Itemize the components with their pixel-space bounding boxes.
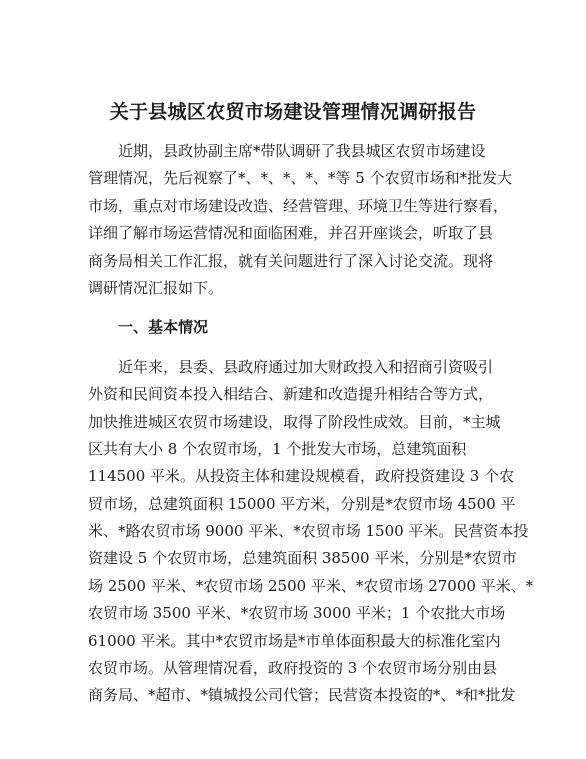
section-line: 农贸市场。从管理情况看，政府投资的 3 个农贸市场分别由县 — [88, 659, 498, 678]
section-line: 外资和民间资本投入相结合、新建和改造提升相结合等方式， — [88, 385, 494, 404]
paragraph-gap — [88, 302, 500, 314]
section-line: 61000 平米。其中*农贸市场是*市单体面积最大的标准化室内 — [88, 631, 501, 650]
section-line: 资建设 5 个农贸市场，总建筑面积 38500 平米，分别是*农贸市 — [88, 549, 517, 568]
section-line: 商务局、*超市、*镇城投公司代管；民营资本投资的*、*和*批发 — [88, 686, 516, 705]
section-line: 近年来，县委、县政府通过加大财政投入和招商引资吸引 — [118, 357, 494, 376]
section-line: 114500 平米。从投资主体和建设规模看，政府投资建设 3 个农 — [88, 467, 515, 486]
intro-line: 市场，重点对市场建设改造、经营管理、环境卫生等进行察看， — [88, 196, 509, 215]
section-heading: 一、基本情况 — [118, 318, 209, 337]
intro-line: 商务局相关工作汇报，就有关问题进行了深入讨论交流。现将 — [88, 251, 494, 270]
document-title: 关于县城区农贸市场建设管理情况调研报告 — [109, 101, 477, 123]
intro-line: 近期，县政协副主席*带队调研了我县城区农贸市场建设 — [118, 142, 486, 160]
intro-line: 详细了解市场运营情况和面临困难，并召开座谈会，听取了县 — [88, 224, 494, 243]
paragraph-gap — [88, 342, 500, 354]
intro-line: 调研情况汇报如下。 — [88, 278, 224, 297]
document-body — [88, 138, 534, 710]
section-line: 区共有大小 8 个农贸市场，1 个批发大市场，总建筑面积 — [88, 439, 467, 458]
section-line: 贸市场，总建筑面积 15000 平方米，分别是*农贸市场 4500 平 — [88, 494, 516, 513]
section-line: 加快推进城区农贸市场建设，取得了阶段性成效。目前，*主城 — [88, 412, 501, 431]
section-line: 场 2500 平米、*农贸市场 2500 平米、*农贸市场 27000 平米、* — [88, 576, 534, 595]
section-line: 米、*路农贸市场 9000 平米、*农贸市场 1500 平米。民营资本投 — [88, 522, 529, 541]
intro-line: 管理情况，先后视察了*、*、*、*、*等 5 个农贸市场和*批发大 — [88, 169, 513, 188]
section-line: 农贸市场 3500 平米、*农贸市场 3000 平米；1 个农批大市场 — [88, 604, 506, 623]
